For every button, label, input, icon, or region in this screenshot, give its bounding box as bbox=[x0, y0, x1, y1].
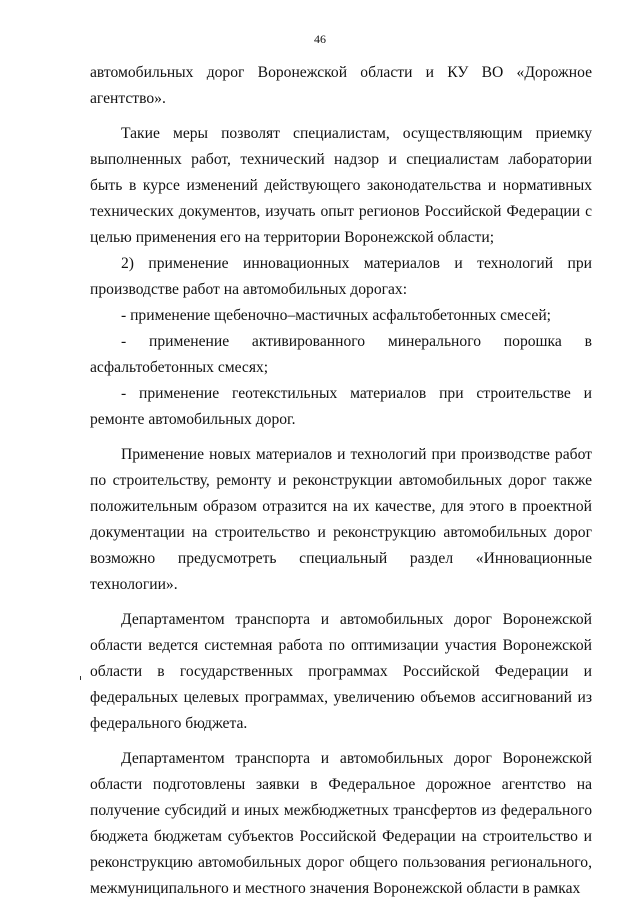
word: применение bbox=[148, 333, 230, 350]
paragraph-measures: Такие меры позволят специалистам, осуществляющим приемку выполненных работ, технический надзор и специалистам лаборатории быть в курсе изменений действующего законодательства и нормативных технических документов, изучать опыт регионов Российской Федерации с целью применения его на территории Воронежской области; bbox=[90, 125, 592, 246]
list-item-mineral-powder-line1 bbox=[90, 329, 592, 355]
scan-artifact bbox=[80, 676, 81, 680]
word: в bbox=[584, 333, 592, 350]
word: минерального bbox=[387, 333, 482, 350]
page-number: 46 bbox=[314, 32, 326, 46]
list-item-mineral-powder bbox=[90, 329, 592, 381]
word: порошка bbox=[503, 333, 562, 350]
word: активированного bbox=[251, 333, 366, 350]
document-body bbox=[90, 60, 592, 902]
list-item-geotextile: - применение геотекстильных материалов при строительстве и ремонте автомобильных дорог. bbox=[90, 385, 592, 428]
list-item-sma-mixes: - применение щебеночно–мастичных асфальтобетонных смесей; bbox=[121, 307, 551, 324]
word: - bbox=[121, 333, 127, 350]
paragraph-department-work: Департаментом транспорта и автомобильных дорог Воронежской области ведется системная работа по оптимизации участия Воронежской области в государственных программах Российской Федерации и федеральных целевых программах, увеличению объемов ассигнований из федерального бюджета. bbox=[90, 611, 592, 732]
paragraph-department-applications: Департаментом транспорта и автомобильных дорог Воронежской области подготовлены заявки в Федеральное дорожное агентство на получение субсидий и иных межбюджетных трансфертов из федерального бюджета бюджетам субъектов Российской Федерации на строительство и реконструкцию автомобильных дорог общего пользования регионального, межмуниципального и местного значения Воронежской области в рамках bbox=[90, 750, 592, 897]
paragraph-continuation: автомобильных дорог Воронежской области и КУ ВО «Дорожное агентство». bbox=[90, 64, 592, 107]
paragraph-new-materials: Применение новых материалов и технологий при производстве работ по строительству, ремонту и реконструкции автомобильных дорог также положительным образом отразится на их качестве, для этого в проектной документации на строительство и реконструкцию автомобильных дорог возможно предусмотреть специальный раздел «Инновационные технологии». bbox=[90, 446, 592, 593]
paragraph-innovations-heading: 2) применение инновационных материалов и технологий при производстве работ на автомобильных дорогах: bbox=[90, 255, 592, 298]
list-item-mineral-powder-line2: асфальтобетонных смесях; bbox=[90, 359, 269, 376]
